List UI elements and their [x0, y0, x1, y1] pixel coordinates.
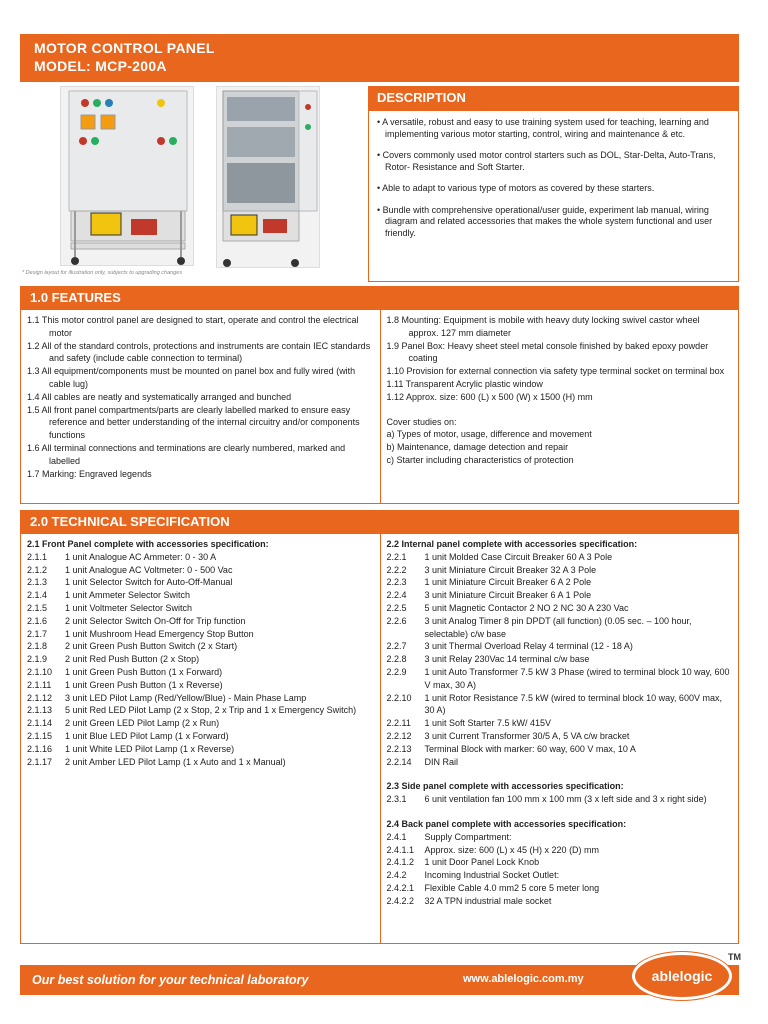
- feature-item: 1.3 All equipment/components must be mounted on panel box and fully wired (with cable lug): [27, 366, 356, 389]
- spec-row: [27, 615, 374, 628]
- website-link[interactable]: www.ablelogic.com.my: [463, 973, 584, 985]
- spec-row: [387, 730, 733, 743]
- spec-row: [27, 602, 374, 615]
- spec-row: [27, 551, 374, 564]
- spec-text: Flexible Cable 4.0 mm2 5 core 5 meter long: [424, 882, 600, 893]
- spec-number: 2.2.1: [386, 551, 407, 562]
- spec-text: 5 unit Red LED Pilot Lamp (2 x Stop, 2 x Trip and 1 x Emergency Switch): [65, 705, 357, 716]
- spec-row: [387, 692, 733, 718]
- spec-number: 2.2.3: [386, 577, 407, 588]
- spec-text: 1 unit Auto Transformer 7.5 kW 3 Phase (wired to terminal block 10 way, 600 V max, 30 A): [424, 666, 730, 690]
- spec-text: 2 unit Selector Switch On-Off for Trip function: [65, 615, 246, 626]
- spec-number: 2.1.6: [27, 615, 48, 626]
- spec-text: 3 unit Relay 230Vac 14 terminal c/w base: [424, 654, 590, 665]
- spec-number: 2.2.13: [386, 743, 412, 754]
- spec-row: [387, 743, 733, 756]
- cover-studies-heading: Cover studies on:: [386, 416, 457, 427]
- spec-row: [27, 589, 374, 602]
- description-box: [368, 86, 739, 282]
- spec-text: 1 unit Analogue AC Ammeter: 0 - 30 A: [65, 551, 217, 562]
- spec-text: 3 unit Miniature Circuit Breaker 32 A 3 Pole: [424, 564, 597, 575]
- spec-text: 1 unit Green Push Button (1 x Reverse): [65, 679, 223, 690]
- spec-row: [387, 844, 733, 857]
- spec-text: 3 unit LED Pilot Lamp (Red/Yellow/Blue) - Main Phase Lamp: [65, 692, 307, 703]
- spec-text: 5 unit Magnetic Contactor 2 NO 2 NC 30 A 230 Vac: [424, 602, 629, 613]
- feature-item: 1.6 All terminal connections and terminations are clearly numbered, marked and labelled: [27, 442, 346, 466]
- spec-text: 3 unit Analog Timer 8 pin DPDT (all function) (0.05 sec. – 100 hour, selectable) c/w base: [424, 615, 692, 639]
- spec-row: [27, 756, 374, 769]
- spec-number: 2.2.5: [386, 602, 407, 613]
- tech-right-column: [380, 534, 739, 943]
- spec-number: 2.1.8: [27, 641, 48, 652]
- spec-row: [387, 856, 733, 869]
- spec-row: [27, 628, 374, 641]
- spec-text: 1 unit Rotor Resistance 7.5 kW (wired to terminal block 10 way, 600V max, 30 A): [424, 692, 722, 716]
- description-item: • Able to adapt to various type of motors as covered by these starters.: [375, 183, 730, 195]
- tech-left-column: [21, 534, 380, 943]
- feature-item: 1.2 All of the standard controls, protections and instruments are contain IEC standards and safety (include cable connection to terminal): [27, 340, 371, 364]
- spec-number: 2.2.8: [386, 654, 407, 665]
- spec-row: [387, 869, 733, 882]
- feature-item: 1.11 Transparent Acrylic plastic window: [386, 378, 543, 389]
- spec-text: 1 unit Mushroom Head Emergency Stop Button: [65, 628, 254, 639]
- spec-row: [387, 717, 733, 730]
- back-panel-list: [387, 831, 733, 908]
- spec-number: 2.3.1: [386, 794, 407, 805]
- feature-item: 1.9 Panel Box: Heavy sheet steel metal console finished by baked epoxy powder coating: [386, 340, 709, 364]
- internal-panel-list: [387, 551, 733, 769]
- spec-number: 2.2.14: [386, 756, 412, 767]
- spec-text: DIN Rail: [424, 756, 459, 767]
- spec-text: 3 unit Thermal Overload Relay 4 terminal (12 - 18 A): [424, 641, 633, 652]
- spec-row: [27, 743, 374, 756]
- spec-text: Terminal Block with marker: 60 way, 600 V max, 10 A: [424, 743, 636, 754]
- tech-spec-heading: 2.0 TECHNICAL SPECIFICATION: [20, 510, 739, 534]
- product-photo-open: [216, 86, 320, 268]
- brand-logo: ablelogic: [632, 952, 732, 1000]
- cover-item: b) Maintenance, damage detection and repair: [386, 442, 569, 453]
- spec-text: 1 unit White LED Pilot Lamp (1 x Reverse): [65, 743, 235, 754]
- features-heading: 1.0 FEATURES: [20, 286, 739, 310]
- spec-number: 2.1.10: [27, 666, 53, 677]
- spec-number: 2.1.13: [27, 705, 53, 716]
- tech-spec-section: [20, 534, 739, 944]
- feature-item: 1.8 Mounting: Equipment is mobile with heavy duty locking swivel castor wheel approx. 127 mm diameter: [386, 315, 700, 338]
- spec-number: 2.1.2: [27, 564, 48, 575]
- spec-row: [27, 679, 374, 692]
- description-list: [369, 111, 738, 239]
- description-item: • Bundle with comprehensive operational/user guide, experiment lab manual, wiring diagram and related accessories that makes the whole system functional and user friendly.: [375, 205, 730, 240]
- spec-number: 2.2.7: [386, 641, 407, 652]
- spec-number: 2.1.11: [27, 679, 52, 690]
- trademark-mark: TM: [728, 952, 741, 962]
- model-label: MODEL: MCP-200A: [34, 58, 167, 74]
- feature-item: 1.4 All cables are neatly and systematically arranged and bunched: [27, 391, 292, 402]
- spec-row: [27, 717, 374, 730]
- spec-text: Approx. size: 600 (L) x 45 (H) x 220 (D) mm: [424, 844, 600, 855]
- spec-text: 1 unit Blue LED Pilot Lamp (1 x Forward): [65, 730, 229, 741]
- footer-tagline: Our best solution for your technical laboratory: [32, 973, 309, 987]
- description-heading: DESCRIPTION: [369, 87, 738, 111]
- side-panel-list: [387, 793, 733, 806]
- spec-text: 1 unit Green Push Button (1 x Forward): [65, 666, 223, 677]
- spec-row: [387, 576, 733, 589]
- spec-row: [387, 793, 733, 806]
- spec-text: 3 unit Current Transformer 30/5 A, 5 VA c/w bracket: [424, 730, 630, 741]
- spec-number: 2.4.1.1: [386, 844, 415, 855]
- side-panel-heading: 2.3 Side panel complete with accessories specification:: [386, 781, 624, 792]
- spec-number: 2.4.1: [386, 831, 407, 842]
- spec-text: 2 unit Amber LED Pilot Lamp (1 x Auto and 1 x Manual): [65, 756, 286, 767]
- spec-text: 6 unit ventilation fan 100 mm x 100 mm (3 x left side and 3 x right side): [424, 794, 707, 805]
- spec-text: 32 A TPN industrial male socket: [424, 895, 552, 906]
- spec-text: 1 unit Molded Case Circuit Breaker 60 A 3 Pole: [424, 551, 613, 562]
- spec-row: [387, 882, 733, 895]
- spec-row: [27, 666, 374, 679]
- spec-number: 2.1.9: [27, 654, 48, 665]
- spec-text: 1 unit Voltmeter Selector Switch: [65, 602, 193, 613]
- spec-text: 1 unit Door Panel Lock Knob: [424, 857, 540, 868]
- spec-text: 2 unit Green Push Button Switch (2 x Start): [65, 641, 238, 652]
- spec-number: 2.4.1.2: [386, 857, 415, 868]
- spec-text: 2 unit Red Push Button (2 x Stop): [65, 654, 200, 665]
- spec-number: 2.4.2.1: [386, 882, 415, 893]
- feature-item: 1.1 This motor control panel are designed to start, operate and control the electrical motor: [27, 315, 359, 338]
- spec-number: 2.2.9: [386, 666, 407, 677]
- features-left-column: [21, 310, 380, 503]
- description-item: • A versatile, robust and easy to use training system used for teaching, learning and implementing various motor starting, control, wiring and maintenance & etc.: [375, 117, 730, 140]
- cover-item: c) Starter including characteristics of protection: [386, 454, 574, 465]
- spec-number: 2.1.1: [27, 551, 48, 562]
- cover-item: a) Types of motor, usage, difference and movement: [386, 429, 592, 440]
- spec-number: 2.1.7: [27, 628, 48, 639]
- spec-text: Incoming Industrial Socket Outlet:: [424, 870, 560, 881]
- spec-number: 2.1.14: [27, 718, 53, 729]
- spec-row: [27, 704, 374, 717]
- spec-row: [27, 653, 374, 666]
- back-panel-heading: 2.4 Back panel complete with accessories specification:: [386, 818, 627, 829]
- spec-text: 3 unit Miniature Circuit Breaker 6 A 1 Pole: [424, 590, 592, 601]
- spec-row: [387, 551, 733, 564]
- spec-row: [387, 640, 733, 653]
- spec-number: 2.4.2: [386, 870, 407, 881]
- photo-disclaimer: * Design layout for illustration only, subjects to upgrading changes: [22, 270, 183, 276]
- spec-row: [387, 666, 733, 692]
- spec-number: 2.2.4: [386, 590, 407, 601]
- spec-number: 2.1.12: [27, 692, 53, 703]
- description-item: • Covers commonly used motor control starters such as DOL, Star-Delta, Auto-Trans, Rotor- Resistance and Soft Starter.: [375, 150, 730, 173]
- spec-row: [387, 756, 733, 769]
- spec-text: Supply Compartment:: [424, 831, 512, 842]
- spec-row: [387, 589, 733, 602]
- spec-number: 2.2.2: [386, 564, 407, 575]
- spec-text: 1 unit Soft Starter 7.5 kW/ 415V: [424, 718, 552, 729]
- spec-text: 1 unit Ammeter Selector Switch: [65, 590, 191, 601]
- spec-number: 2.1.5: [27, 602, 48, 613]
- spec-row: [27, 730, 374, 743]
- feature-item: 1.7 Marking: Engraved legends: [27, 468, 152, 479]
- spec-number: 2.4.2.2: [386, 895, 415, 906]
- spec-number: 2.1.16: [27, 743, 53, 754]
- spec-number: 2.2.11: [386, 718, 411, 729]
- spec-number: 2.1.4: [27, 590, 48, 601]
- spec-number: 2.2.12: [386, 730, 412, 741]
- spec-text: 1 unit Analogue AC Voltmeter: 0 - 500 Vac: [65, 564, 233, 575]
- feature-item: 1.12 Approx. size: 600 (L) x 500 (W) x 1500 (H) mm: [386, 391, 593, 402]
- spec-row: [387, 895, 733, 908]
- features-right-column: [380, 310, 739, 503]
- spec-number: 2.1.3: [27, 577, 48, 588]
- spec-number: 2.2.10: [386, 692, 412, 703]
- front-panel-heading: 2.1 Front Panel complete with accessories specification:: [27, 539, 269, 549]
- spec-text: 1 unit Miniature Circuit Breaker 6 A 2 Pole: [424, 577, 592, 588]
- page-title: MOTOR CONTROL PANEL: [34, 40, 215, 56]
- spec-row: [27, 640, 374, 653]
- spec-text: 2 unit Green LED Pilot Lamp (2 x Run): [65, 718, 220, 729]
- front-panel-list: [27, 551, 374, 769]
- spec-row: [387, 831, 733, 844]
- features-section: [20, 310, 739, 504]
- spec-number: 2.2.6: [386, 615, 407, 626]
- spec-row: [27, 564, 374, 577]
- footer-bar: [20, 965, 739, 995]
- spec-number: 2.1.15: [27, 730, 53, 741]
- spec-row: [387, 615, 733, 641]
- title-bar: [20, 34, 739, 82]
- spec-text: 1 unit Selector Switch for Auto-Off-Manual: [65, 577, 233, 588]
- spec-row: [27, 576, 374, 589]
- spec-row: [27, 692, 374, 705]
- spec-row: [387, 602, 733, 615]
- feature-item: 1.5 All front panel compartments/parts are clearly labelled marked to ensure easy reference and better understanding of the internal circuitry and/or components functions: [27, 404, 360, 441]
- spec-row: [387, 564, 733, 577]
- spec-row: [387, 653, 733, 666]
- internal-panel-heading: 2.2 Internal panel complete with accessories specification:: [386, 539, 638, 549]
- spec-number: 2.1.17: [27, 756, 53, 767]
- product-photo-closed: [60, 86, 194, 266]
- feature-item: 1.10 Provision for external connection via safety type terminal socket on terminal box: [386, 366, 725, 377]
